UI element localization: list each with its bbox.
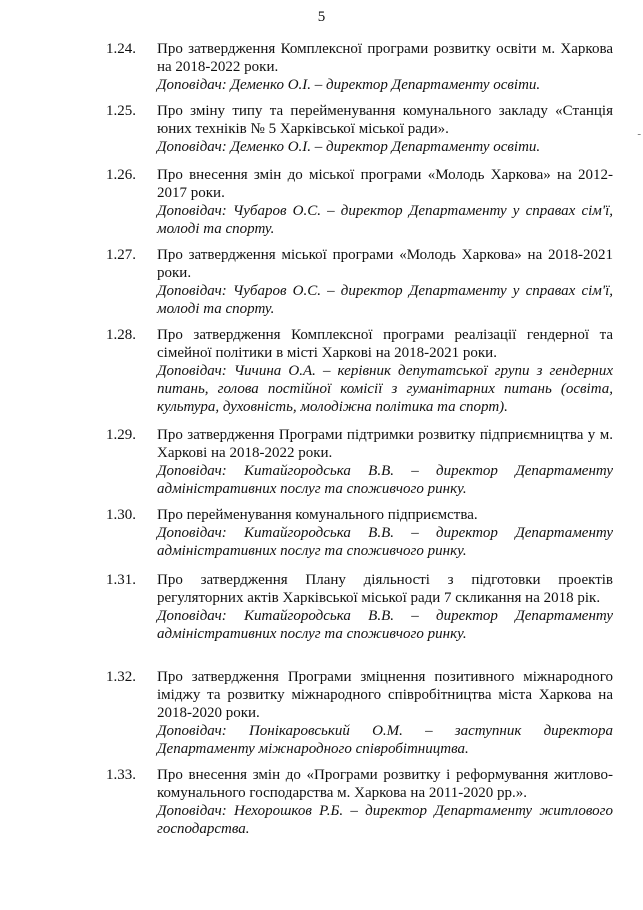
item-body [157, 668, 613, 758]
item-title: Про затвердження Плану діяльності з підготовки проектів регуляторних актів Харківської міської ради 7 скликання на 2018 рік. [157, 572, 613, 606]
item-title: Про перейменування комунального підприємства. [157, 507, 478, 523]
item-title: Про затвердження міської програми «Молодь Харкова» на 2018-2021 роки. [157, 247, 613, 281]
agenda-item [0, 166, 643, 246]
agenda-list [0, 40, 643, 846]
item-speaker: Доповідач: Чубаров О.С. – директор Департаменту у справах сім'ї, молоді та спорту. [157, 283, 613, 317]
page-number: 5 [317, 9, 326, 25]
item-speaker: Доповідач: Чичина О.А. – керівник депутатської групи з гендерних питань, голова постійної комісії з гуманітарних питань (освіта, культура, духовність, молодіжна політика та спорт). [157, 363, 613, 415]
agenda-item [0, 571, 643, 668]
item-speaker: Доповідач: Китайгородська В.В. – директор Департаменту адміністративних послуг та споживчого ринку. [157, 608, 613, 642]
margin-mark: - [637, 128, 641, 140]
agenda-item [0, 766, 643, 846]
agenda-item [0, 426, 643, 506]
item-number: 1.28. [106, 327, 136, 343]
item-body [157, 571, 613, 643]
item-speaker: Доповідач: Деменко О.І. – директор Департаменту освіти. [157, 77, 541, 93]
item-number: 1.27. [106, 247, 136, 263]
item-body [157, 326, 613, 416]
item-speaker: Доповідач: Чубаров О.С. – директор Департаменту у справах сім'ї, молоді та спорту. [157, 203, 613, 237]
item-speaker: Доповідач: Китайгородська В.В. – директор Департаменту адміністративних послуг та споживчого ринку. [157, 525, 613, 559]
item-title: Про затвердження Комплексної програми реалізації гендерної та сімейної політики в місті Харкові на 2018-2021 роки. [157, 327, 613, 361]
item-title: Про затвердження Програми зміцнення позитивного міжнародного іміджу та розвитку міжнародного співробітництва міста Харкова на 2018-2020 роки. [157, 669, 613, 721]
item-speaker: Доповідач: Деменко О.І. – директор Департаменту освіти. [157, 139, 541, 155]
item-number: 1.25. [106, 103, 136, 119]
agenda-item [0, 668, 643, 766]
item-title: Про внесення змін до міської програми «Молодь Харкова» на 2012-2017 роки. [157, 167, 613, 201]
item-number: 1.29. [106, 427, 136, 443]
item-title: Про затвердження Комплексної програми розвитку освіти м. Харкова на 2018-2022 роки. [157, 41, 613, 75]
item-body [157, 766, 613, 838]
item-body [157, 246, 613, 318]
item-body [157, 102, 613, 156]
item-speaker: Доповідач: Китайгородська В.В. – директор Департаменту адміністративних послуг та споживчого ринку. [157, 463, 613, 497]
item-number: 1.24. [106, 41, 136, 57]
item-body [157, 506, 613, 560]
item-number: 1.31. [106, 572, 136, 588]
item-title: Про зміну типу та перейменування комунального закладу «Станція юних техніків № 5 Харківської міської ради». [157, 103, 613, 137]
agenda-item [0, 246, 643, 326]
agenda-item [0, 102, 643, 166]
item-number: 1.30. [106, 507, 136, 523]
item-number: 1.33. [106, 767, 136, 783]
item-title: Про затвердження Програми підтримки розвитку підприємництва у м. Харкові на 2018-2022 роки. [157, 427, 613, 461]
agenda-item [0, 40, 643, 102]
item-number: 1.26. [106, 167, 136, 183]
item-speaker: Доповідач: Нехорошков Р.Б. – директор Департаменту житлового господарства. [157, 803, 613, 837]
item-body [157, 166, 613, 238]
item-speaker: Доповідач: Понікаровський О.М. – заступник директора Департаменту міжнародного співробітництва. [157, 723, 613, 757]
item-body [157, 426, 613, 498]
item-title: Про внесення змін до «Програми розвитку і реформування житлово-комунального господарства м. Харкова на 2011-2020 рр.». [157, 767, 613, 801]
agenda-item [0, 506, 643, 571]
item-body [157, 40, 613, 94]
item-number: 1.32. [106, 669, 136, 685]
agenda-item [0, 326, 643, 426]
